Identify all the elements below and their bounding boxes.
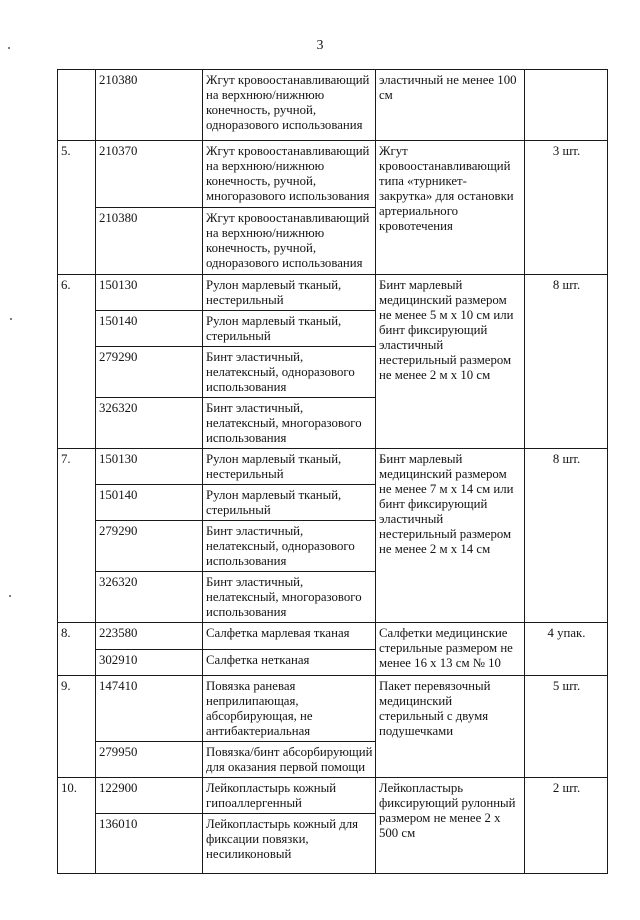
item-number: 5. xyxy=(58,141,96,275)
item-number: 6. xyxy=(58,275,96,449)
product-name: Лейкопластырь кожный гипоаллергенный xyxy=(203,778,376,814)
product-code: 279950 xyxy=(96,742,203,778)
medical-kit-table xyxy=(57,69,608,874)
table-row xyxy=(58,676,608,742)
product-code: 136010 xyxy=(96,814,203,874)
requirement-description: эластичный не менее 100 см xyxy=(376,70,525,141)
product-name: Лейкопластырь кожный для фиксации повязки, несиликоновый xyxy=(203,814,376,874)
product-code: 122900 xyxy=(96,778,203,814)
table-row xyxy=(58,275,608,311)
requirement-description: Бинт марлевый медицинский размером не менее 5 м х 10 см или бинт фиксирующий эластичный нестерильный размером не менее 2 м х 10 см xyxy=(376,275,525,449)
quantity: 4 упак. xyxy=(525,623,608,676)
product-code: 147410 xyxy=(96,676,203,742)
product-name: Жгут кровоостанавливающий на верхнюю/нижнюю конечность, ручной, одноразового использования xyxy=(203,70,376,141)
product-name: Рулон марлевый тканый, стерильный xyxy=(203,485,376,521)
item-number xyxy=(58,70,96,141)
product-code: 223580 xyxy=(96,623,203,650)
table-row xyxy=(58,141,608,208)
product-code: 326320 xyxy=(96,398,203,449)
requirement-description: Бинт марлевый медицинский размером не менее 7 м х 14 см или бинт фиксирующий эластичный нестерильный размером не менее 2 м х 14 см xyxy=(376,449,525,623)
table-row xyxy=(58,623,608,650)
requirement-description: Жгут кровоостанавливающий типа «турникет- закрутка» для остановки артериального кровотечения xyxy=(376,141,525,275)
product-name: Бинт эластичный, нелатексный, одноразового использования xyxy=(203,347,376,398)
quantity: 5 шт. xyxy=(525,676,608,778)
product-name: Повязка/бинт абсорбирующий для оказания первой помощи xyxy=(203,742,376,778)
quantity: 8 шт. xyxy=(525,449,608,623)
scan-speck xyxy=(9,595,11,597)
product-name: Салфетка нетканая xyxy=(203,650,376,676)
item-number: 10. xyxy=(58,778,96,874)
product-name: Салфетка марлевая тканая xyxy=(203,623,376,650)
quantity: 8 шт. xyxy=(525,275,608,449)
product-code: 210370 xyxy=(96,141,203,208)
product-name: Рулон марлевый тканый, нестерильный xyxy=(203,449,376,485)
requirement-description: Пакет перевязочный медицинский стерильный с двумя подушечками xyxy=(376,676,525,778)
scan-speck xyxy=(8,47,10,49)
item-number: 9. xyxy=(58,676,96,778)
product-name: Жгут кровоостанавливающий на верхнюю/нижнюю конечность, ручной, одноразового использования xyxy=(203,208,376,275)
product-code: 326320 xyxy=(96,572,203,623)
product-name: Бинт эластичный, нелатексный, одноразового использования xyxy=(203,521,376,572)
product-name: Жгут кровоостанавливающий на верхнюю/нижнюю конечность, ручной, многоразового использования xyxy=(203,141,376,208)
item-number: 8. xyxy=(58,623,96,676)
product-code: 150140 xyxy=(96,485,203,521)
requirement-description: Салфетки медицинские стерильные размером не менее 16 х 13 см № 10 xyxy=(376,623,525,676)
item-number: 7. xyxy=(58,449,96,623)
quantity: 2 шт. xyxy=(525,778,608,874)
table-row xyxy=(58,70,608,141)
quantity xyxy=(525,70,608,141)
product-code: 210380 xyxy=(96,70,203,141)
product-name: Повязка раневая неприлипающая, абсорбирующая, не антибактериальная xyxy=(203,676,376,742)
product-code: 279290 xyxy=(96,521,203,572)
product-name: Рулон марлевый тканый, стерильный xyxy=(203,311,376,347)
quantity: 3 шт. xyxy=(525,141,608,275)
table-row xyxy=(58,778,608,814)
product-name: Рулон марлевый тканый, нестерильный xyxy=(203,275,376,311)
product-name: Бинт эластичный, нелатексный, многоразового использования xyxy=(203,572,376,623)
product-code: 302910 xyxy=(96,650,203,676)
requirement-description: Лейкопластырь фиксирующий рулонный размером не менее 2 х 500 см xyxy=(376,778,525,874)
table-body xyxy=(58,70,608,874)
product-code: 150130 xyxy=(96,449,203,485)
product-code: 210380 xyxy=(96,208,203,275)
scan-speck xyxy=(10,318,12,320)
product-name: Бинт эластичный, нелатексный, многоразового использования xyxy=(203,398,376,449)
page-number: 3 xyxy=(316,38,324,53)
product-code: 279290 xyxy=(96,347,203,398)
product-code: 150130 xyxy=(96,275,203,311)
product-code: 150140 xyxy=(96,311,203,347)
table-row xyxy=(58,449,608,485)
